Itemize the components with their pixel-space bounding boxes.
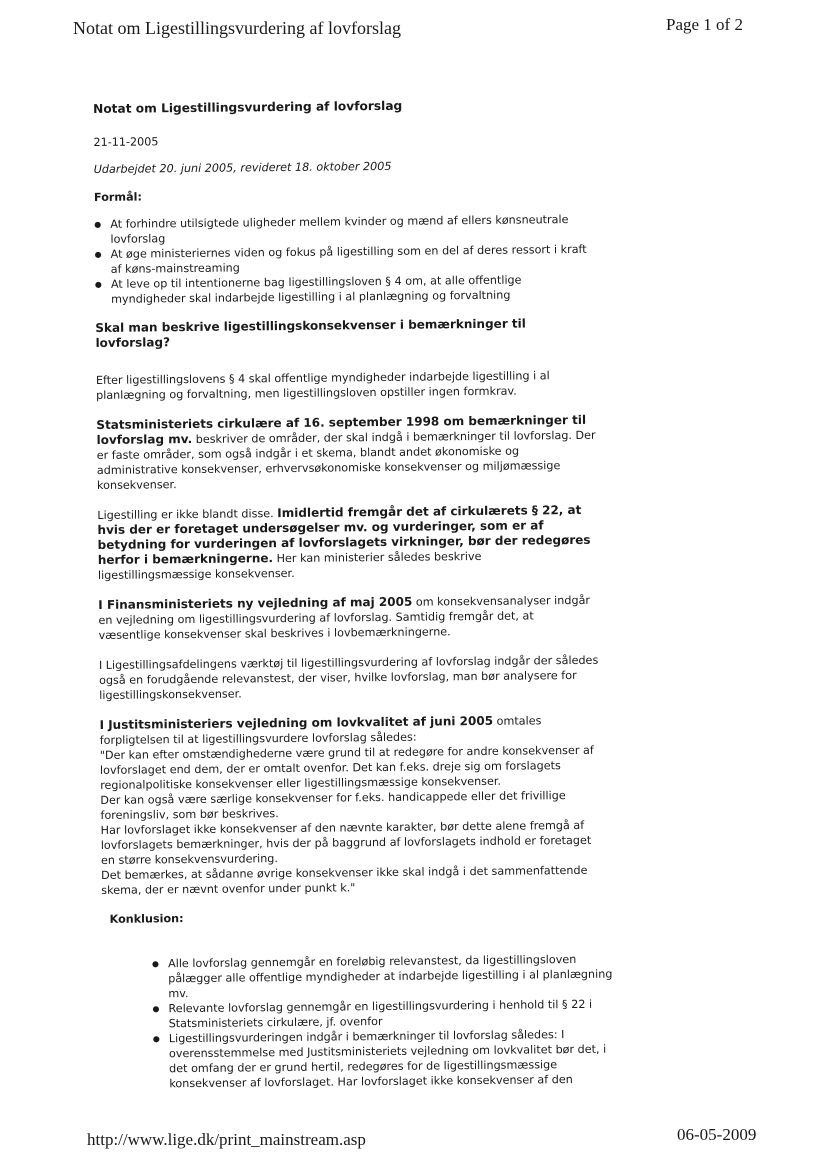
list-item: ● Relevante lovforslag gennemgår en ligestillingsvurdering i henhold til § 22 i Statsministeriets cirkulære, jf. ovenfor	[152, 997, 622, 1032]
paragraph-4-bold: I Finansministeriets ny vejledning af maj 2005	[98, 594, 413, 612]
paragraph-2	[96, 413, 597, 493]
paragraph-3	[97, 503, 598, 583]
list-item: ● At forhindre utilsigtede uligheder mellem kvinder og mænd af ellers kønsneutrale lovforslag	[94, 212, 594, 247]
formaal-list	[94, 212, 595, 307]
footer-date: 06-05-2009	[677, 1125, 757, 1144]
paragraph-2-rest: beskriver de områder, der skal indgå i bemærkninger til lovforslag. Der er faste områder, som også indgår i et skema, blandt andet økonomiske og administrative konsekvenser, erhvervsøkonomiske konsekvenser og miljømæssige konsekvenser.	[96, 428, 596, 492]
list-item: ● At øge ministeriernes viden og fokus på ligestilling som en del af deres ressort i kraft af køns-mainstreaming	[95, 242, 595, 277]
document-body	[93, 97, 613, 1092]
document-subtitle: Udarbejdet 20. juni 2005, revideret 18. oktober 2005	[93, 159, 392, 176]
formaal-heading: Formål:	[93, 190, 142, 204]
header-title: Notat om Ligestillingsvurdering af lovforslag	[73, 18, 401, 38]
quote-line: "Der kan efter omstændighederne være grund til at redegøre for andre konsekvenser af lovforslaget end dem, der er omtalt ovenfor. Det kan f.eks. dreje sig om forslagets regionalpolitiske konsekvenser eller ligestillingsmæssige konsekvenser.	[99, 743, 594, 792]
list-item: ● Ligestillingsvurderingen indgår i bemærkninger til lovforslag således: I overensstemmelse med Justitsministeriets vejledning om lovkvalitet bør det, i det omfang der er grund hertil, redegøres for de ligestillingsmæssige konsekvenser af lovforslaget. Har lovforslaget ikke konsekvenser af den	[153, 1027, 624, 1092]
document-title: Notat om Ligestillingsvurdering af lovforslag	[93, 98, 403, 116]
quote-line: Det bemærkes, at sådanne øvrige konsekvenser ikke skal indgå i det sammenfattende skema, der er nævnt ovenfor under punkt k."	[101, 863, 588, 897]
paragraph-4	[98, 593, 598, 643]
document-date: 21-11-2005	[93, 135, 159, 149]
quote-line: Der kan også være særlige konsekvenser for f.eks. handicappede eller det frivillige foreningsliv, som bør beskrives.	[100, 789, 566, 822]
paragraph-3-end: Her kan ministerier således beskrive ligestillingsmæssige konsekvenser.	[97, 549, 482, 582]
list-item: ● At leve op til intentionerne bag ligestillingsloven § 4 om, at alle offentlige myndigheder skal indarbejde ligestilling i al planlægning og forvaltning	[95, 272, 595, 307]
header-page-number: Page 1 of 2	[666, 15, 743, 34]
question-heading: Skal man beskrive ligestillingskonsekvenser i bemærkninger til lovforslag?	[95, 316, 526, 350]
paragraph-1: Efter ligestillingslovens § 4 skal offentlige myndigheder indarbejde ligestilling i al planlægning og forvaltning, men ligestillingsloven opstiller ingen formkrav.	[95, 369, 550, 402]
konklusion-list	[102, 952, 623, 1092]
paragraph-4-rest: om konsekvensanalyser indgår en vejledning om ligestillingsvurdering af lovforslag. Samtidig fremgår det, at væsentlige konsekvenser skal beskrives i lovbemærkningerne.	[98, 593, 591, 642]
paragraph-3-bold: Imidlertid fremgår det af cirkulærets § 22, at hvis der er foretaget undersøgelser mv. og vurderinger, som er af betydning for vurderingen af lovforslagets virkninger, bør der redegøres herfor i bemærkningerne.	[97, 502, 591, 567]
paragraph-2-bold: Statsministeriets cirkulære af 16. september 1998 om bemærkninger til lovforslag mv.	[96, 412, 587, 447]
list-item: ● Alle lovforslag gennemgår en foreløbig relevanstest, da ligestillingsloven pålægger alle offentlige myndigheder at indarbejde ligestilling i al planlægning mv.	[152, 952, 622, 1002]
paragraph-5: I Ligestillingsafdelingens værktøj til ligestillingsvurdering af lovforslag indgår der således også en forudgående relevanstest, der viser, hvilke lovforslag, man bør analysere for ligestillingskonsekvenser.	[98, 653, 599, 702]
quote-line: Har lovforslaget ikke konsekvenser af den nævnte karakter, bør dette alene fremgå af lovforslagets bemærkninger, hvis der på baggrund af lovforslagets indhold er foretaget en større konsekvensvurdering.	[100, 818, 592, 867]
footer-url: http://www.lige.dk/print_mainstream.asp	[87, 1130, 366, 1149]
paragraph-6-bold: I Justitsministeriers vejledning om lovkvalitet af juni 2005	[99, 713, 494, 732]
paragraph-6-rest: omtales forpligtelsen til at ligestillingsvurdere lovforslag således:	[99, 714, 542, 747]
konklusion-heading: Konklusion:	[109, 912, 184, 926]
paragraph-3-start: Ligestilling er ikke blandt disse.	[97, 507, 278, 522]
